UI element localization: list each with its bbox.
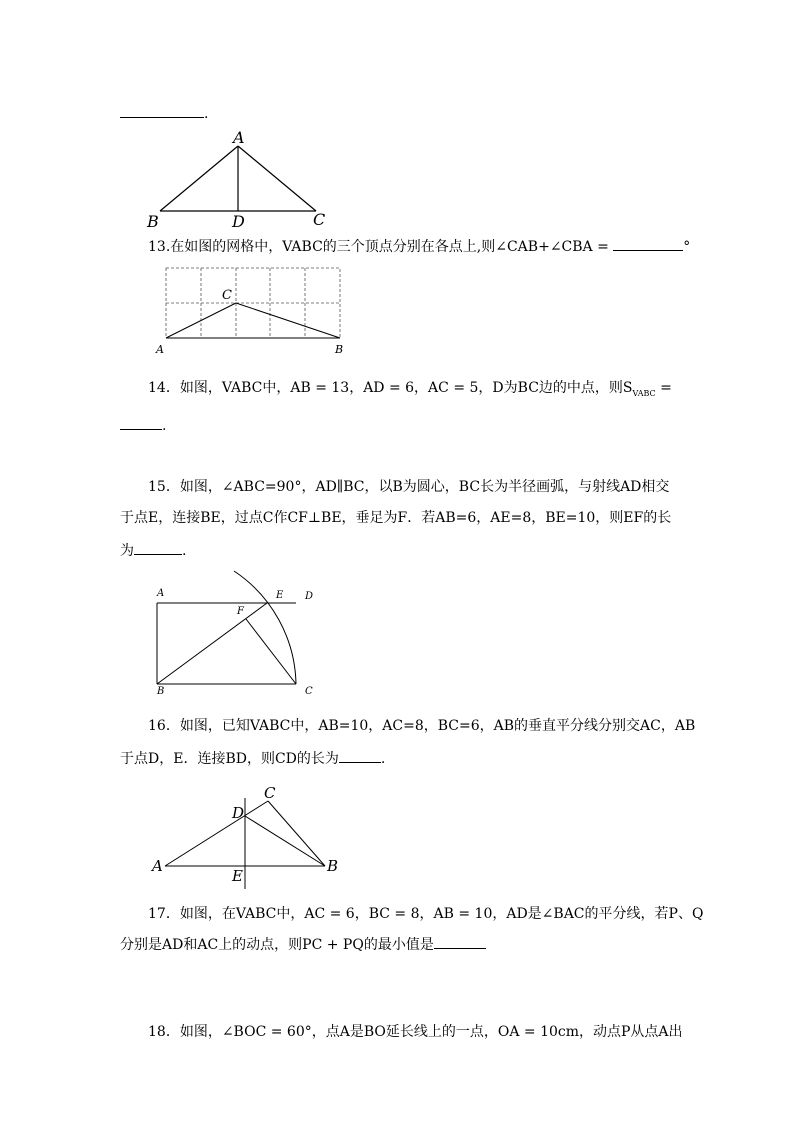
side-ac — [165, 801, 268, 866]
q16-line-1: 16．如图，已知VABC中，AB=10，AC=8，BC=6，AB的垂直平分线分别交AC，AB — [148, 718, 696, 734]
q15-line-3-prefix: 为 — [120, 543, 134, 559]
label-C: C — [264, 784, 276, 802]
label-E: E — [232, 867, 243, 885]
q17-line-2-prefix: 分别是AD和AC上的动点，则PC + PQ的最小值是 — [120, 937, 434, 953]
label-D: D — [305, 591, 314, 602]
side-cb — [268, 801, 325, 866]
label-D: D — [232, 804, 245, 822]
q17-line-2 — [120, 934, 486, 955]
q12-tail: . — [204, 106, 209, 122]
label-E: E — [276, 590, 284, 601]
label-F: F — [237, 606, 244, 617]
q13-text: 13.在如图的网格中，VABC的三个顶点分别在各点上,则∠CAB+∠CBA = — [148, 239, 609, 255]
q14-eq: = — [655, 380, 672, 396]
label-C: C — [222, 288, 232, 303]
label-B: B — [335, 343, 344, 356]
q16-line-2-tail: . — [380, 751, 386, 767]
label-A: A — [157, 588, 165, 599]
label-D: D — [232, 212, 245, 231]
q18-line-1: 18．如图，∠BOC = 60°，点A是BO延长线上的一点，OA = 10cm，动点P从点A出 — [148, 1024, 683, 1040]
answer-blank — [434, 934, 486, 949]
label-C: C — [313, 210, 326, 229]
label-A: A — [156, 343, 164, 356]
q16-line-2-prefix: 于点D，E．连接BD，则CD的长为 — [120, 751, 339, 767]
q17-line-1: 17．如图，在VABC中，AC = 6，BC = 8，AB = 10，AD是∠BAC的平分线，若P、Q — [148, 906, 704, 922]
q13-suffix: ° — [683, 239, 691, 255]
label-B: B — [147, 212, 159, 231]
segment-bd — [245, 816, 325, 866]
label-A: A — [152, 857, 163, 875]
label-B: B — [157, 686, 165, 697]
label-B: B — [327, 857, 339, 875]
q14-text: 14．如图，VABC中，AB = 13，AD = 6，AC = 5，D为BC边的中点，则S — [148, 380, 633, 396]
q15-line-1: 15．如图，∠ABC=90°，AD∥BC，以B为圆心，BC长为半径画弧，与射线AD相交 — [148, 479, 670, 495]
label-A: A — [233, 128, 245, 147]
q15-line-3-tail: . — [182, 543, 187, 559]
q15-line-2: 于点E，连接BE，过点C作CF⊥BE，垂足为F．若AB=6，AE=8，BE=10，则EF的长 — [120, 510, 672, 526]
q14-tail: . — [162, 418, 167, 434]
label-C: C — [305, 686, 313, 697]
q14-subscript: VABC — [632, 388, 656, 398]
